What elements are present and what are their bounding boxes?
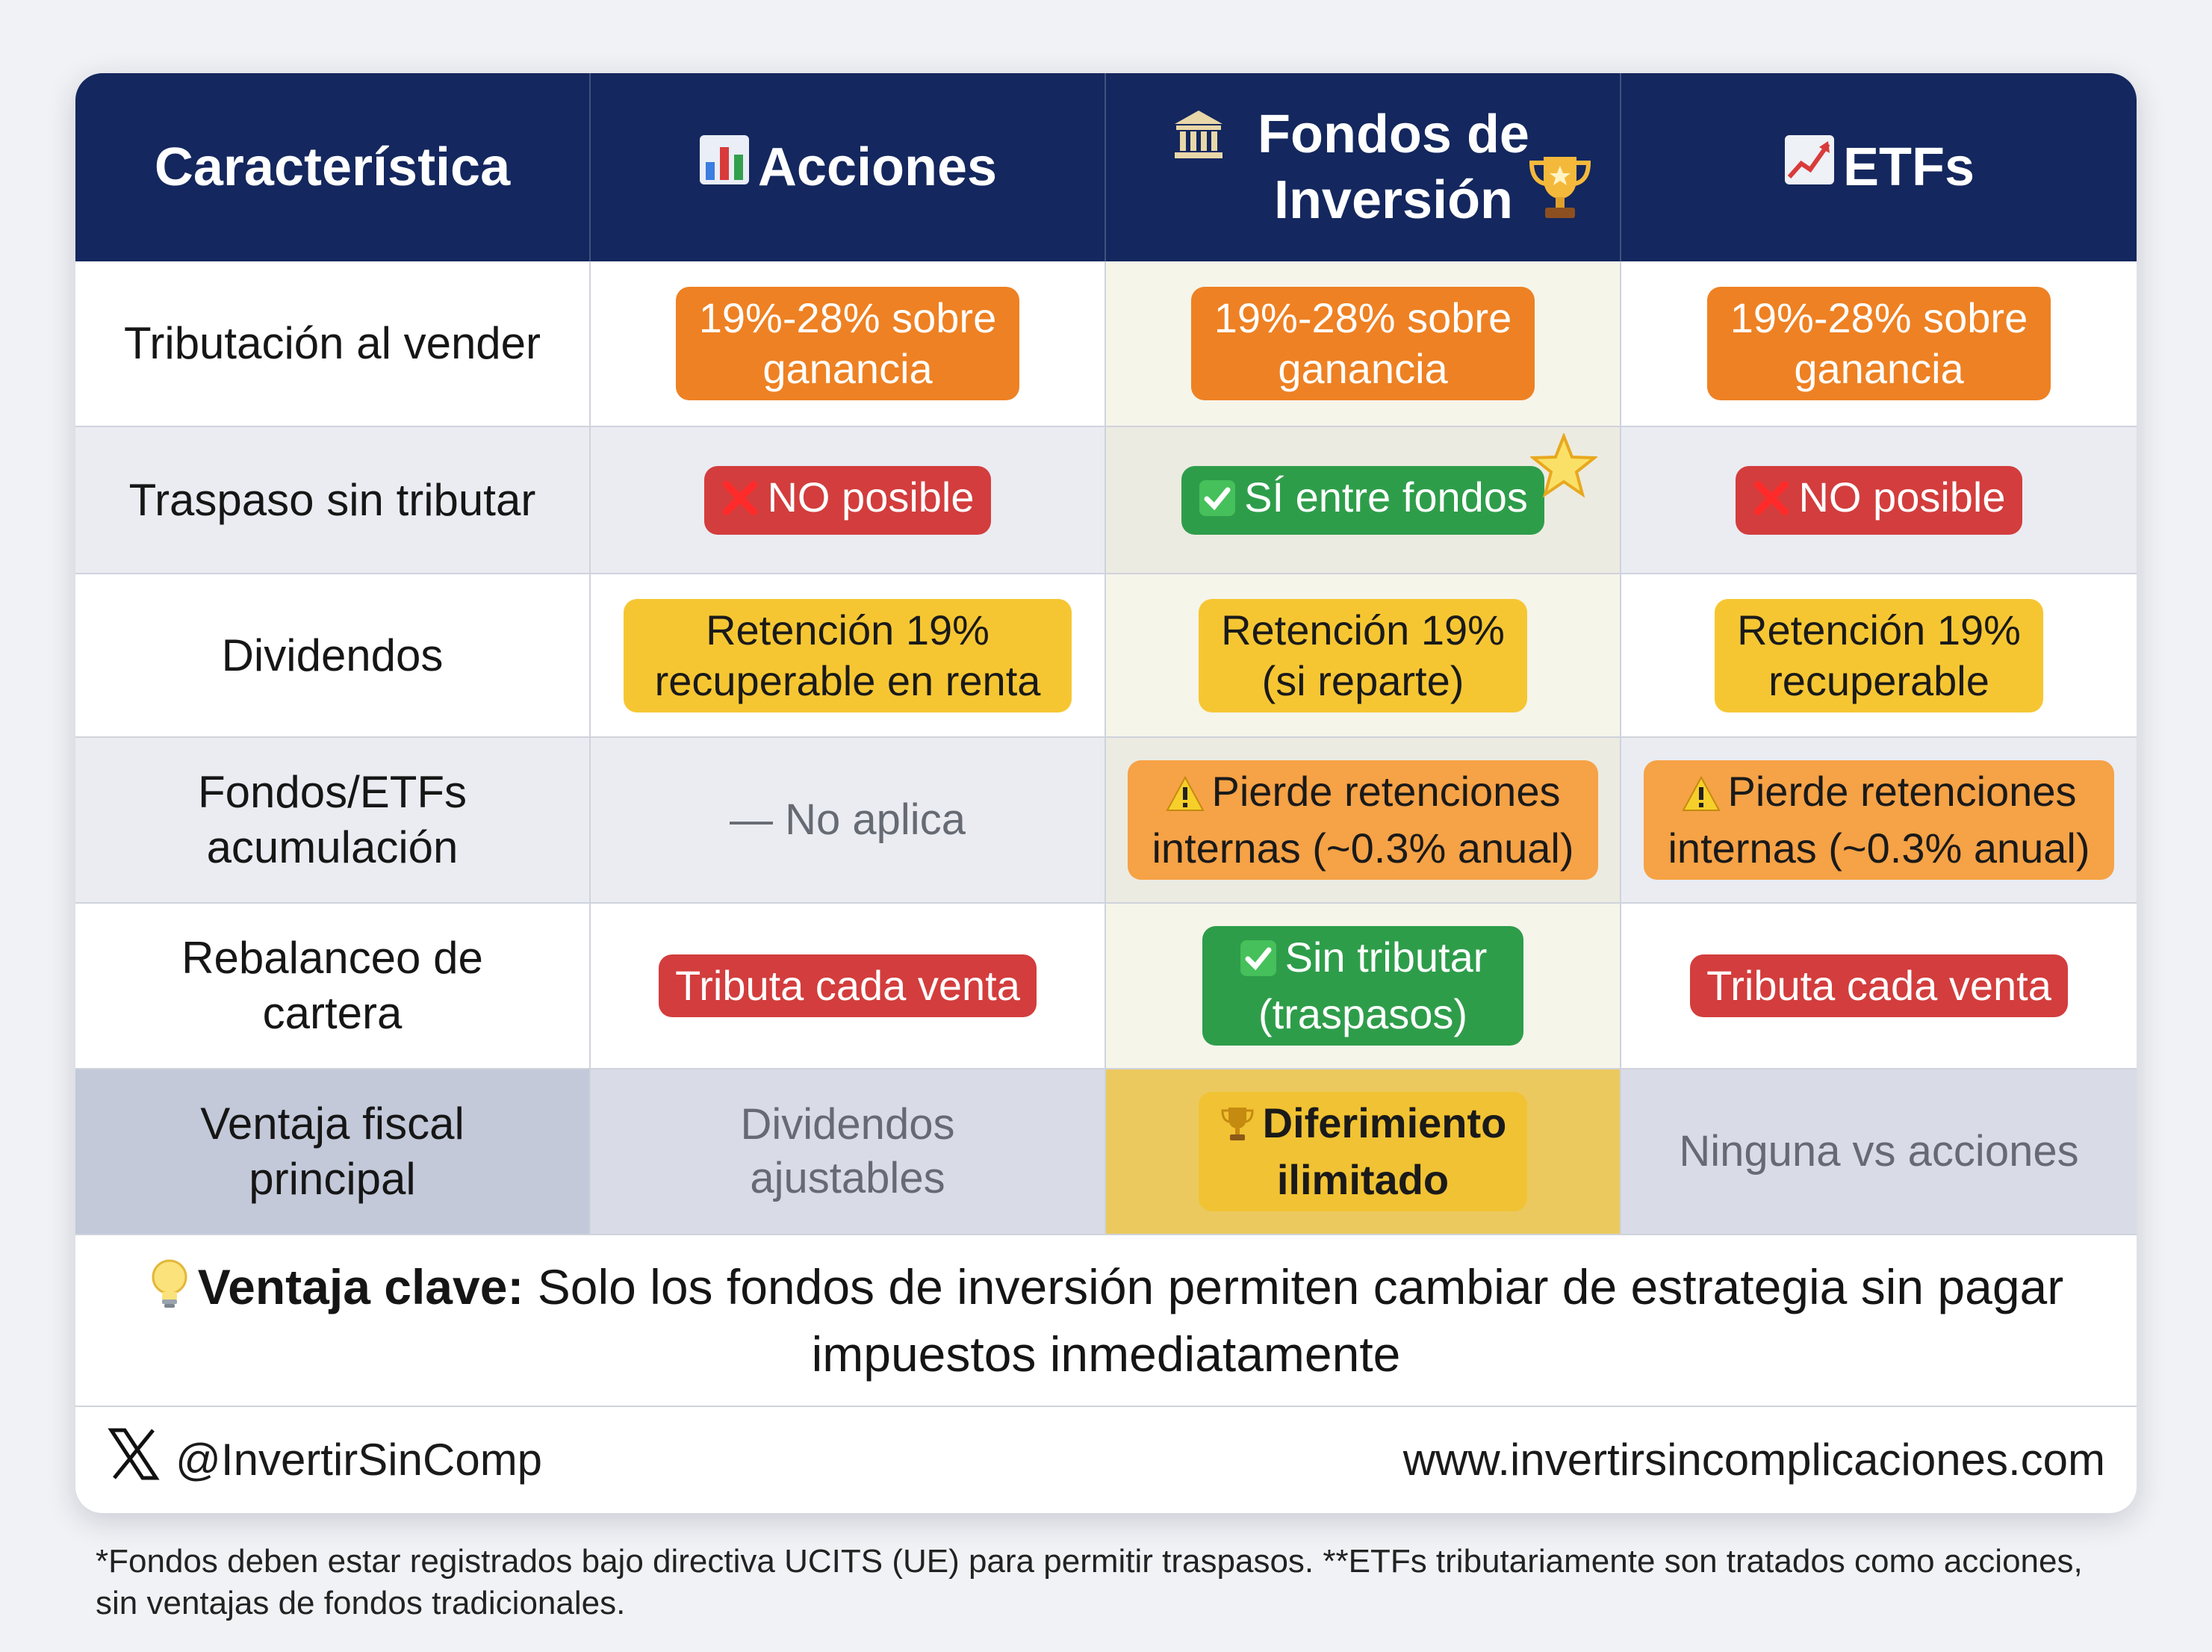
row-traspaso-etfs	[1621, 427, 2137, 574]
website-link[interactable]: www.invertirsincomplicaciones.com	[1402, 1434, 2105, 1485]
key-advantage-note	[75, 1235, 2137, 1407]
row-dividendos-feature	[75, 574, 591, 738]
header-fondos-label: Fondos de Inversión	[1258, 105, 1529, 230]
row-traspaso-fondos	[1106, 427, 1621, 574]
key-advantage-text: Solo los fondos de inversión permiten cambiar de estrategia sin pagar impuestos inmediatamente	[524, 1259, 2064, 1382]
bank-icon	[1172, 108, 1225, 176]
row-tributacion-feature	[75, 261, 591, 427]
trophy-icon	[1523, 149, 1597, 239]
badge-text: NO posible	[1798, 473, 2006, 521]
badge-text: Pierde retenciones internas (~0.3% anual)	[1152, 768, 1574, 872]
feature-label: Fondos/ETFs acumulación	[197, 767, 467, 872]
row-tributacion-etfs	[1621, 261, 2137, 427]
row-ventaja-acciones	[591, 1069, 1106, 1235]
warning-badge	[1128, 760, 1598, 880]
row-traspaso-acciones	[591, 427, 1106, 574]
warning-icon	[1682, 772, 1721, 823]
row-dividendos-etfs	[1621, 574, 2137, 738]
comparison-card	[75, 73, 2137, 1513]
header-etfs	[1621, 73, 2137, 261]
header-acciones	[591, 73, 1106, 261]
row-ventaja-etfs	[1621, 1069, 2137, 1235]
cross-mark-icon	[721, 478, 759, 529]
summary-highlight-badge	[1199, 1092, 1527, 1211]
row-acumulacion-acciones	[591, 738, 1106, 904]
tax-sale-badge: Tributa cada venta	[1690, 954, 2068, 1017]
feature-label: Dividendos	[221, 630, 444, 680]
dividend-badge: Retención 19% (si reparte)	[1199, 599, 1527, 712]
row-ventaja-feature	[75, 1069, 591, 1235]
header-fondos	[1106, 73, 1621, 261]
row-dividendos-acciones	[591, 574, 1106, 738]
trophy-icon	[1220, 1104, 1255, 1155]
summary-text: Dividendos ajustables	[740, 1100, 955, 1202]
feature-label: Tributación al vender	[123, 318, 541, 368]
check-mark-icon	[1239, 938, 1278, 989]
cross-mark-icon	[1752, 478, 1791, 529]
header-etfs-label: ETFs	[1842, 137, 1975, 197]
row-ventaja-fondos	[1106, 1069, 1621, 1235]
feature-label: Ventaja fiscal principal	[200, 1099, 465, 1204]
badge-text: Pierde retenciones internas (~0.3% anual)	[1668, 768, 2090, 872]
header-acciones-label: Acciones	[757, 137, 998, 197]
row-rebalanceo-acciones	[591, 904, 1106, 1069]
tax-badge: 19%-28% sobre ganancia	[1191, 287, 1535, 400]
tax-sale-badge: Tributa cada venta	[659, 954, 1037, 1017]
badge-text: Sin tributar (traspasos)	[1258, 934, 1488, 1037]
row-rebalanceo-feature	[75, 904, 591, 1069]
tax-badge: 19%-28% sobre ganancia	[676, 287, 1019, 400]
tax-badge: 19%-28% sobre ganancia	[1707, 287, 2051, 400]
x-logo-icon[interactable]	[107, 1427, 161, 1491]
not-applicable-text: — No aplica	[730, 795, 966, 844]
badge-text: Diferimiento ilimitado	[1262, 1099, 1507, 1203]
comparison-table	[75, 73, 2137, 1235]
row-rebalanceo-fondos	[1106, 904, 1621, 1069]
status-badge-no	[704, 466, 990, 535]
header-feature	[75, 73, 591, 261]
header-feature-label: Característica	[154, 137, 511, 197]
lightbulb-icon	[149, 1258, 190, 1323]
status-badge-no	[1736, 466, 2022, 535]
row-rebalanceo-etfs	[1621, 904, 2137, 1069]
row-traspaso-feature	[75, 427, 591, 574]
warning-icon	[1166, 772, 1205, 823]
social-footer	[75, 1407, 2137, 1512]
badge-text: NO posible	[767, 473, 975, 521]
row-acumulacion-feature	[75, 738, 591, 904]
badge-text: SÍ entre fondos	[1244, 473, 1528, 521]
status-badge-yes	[1181, 466, 1544, 535]
bar-chart-icon	[698, 134, 751, 201]
row-dividendos-fondos	[1106, 574, 1621, 738]
summary-text: Ninguna vs acciones	[1679, 1127, 2079, 1176]
row-acumulacion-etfs	[1621, 738, 2137, 904]
trending-up-chart-icon	[1783, 134, 1836, 201]
key-advantage-label: Ventaja clave:	[197, 1259, 524, 1314]
row-acumulacion-fondos	[1106, 738, 1621, 904]
warning-badge	[1644, 760, 2114, 880]
star-icon	[1530, 433, 1597, 504]
status-badge-yes	[1202, 926, 1523, 1046]
social-handle-link[interactable]: @InvertirSinComp	[175, 1434, 543, 1485]
disclaimer-text: *Fondos deben estar registrados bajo directiva UCITS (UE) para permitir traspasos. **ETFs tributariamente son tratados como acciones, sin ventajas de fondos tradicionales.	[96, 1543, 2083, 1621]
row-tributacion-acciones	[591, 261, 1106, 427]
dividend-badge: Retención 19% recuperable	[1715, 599, 2043, 712]
check-mark-icon	[1198, 478, 1237, 529]
feature-label: Rebalanceo de cartera	[181, 933, 483, 1038]
row-tributacion-fondos	[1106, 261, 1621, 427]
dividend-badge: Retención 19% recuperable en renta	[624, 599, 1072, 712]
feature-label: Traspaso sin tributar	[128, 474, 536, 525]
